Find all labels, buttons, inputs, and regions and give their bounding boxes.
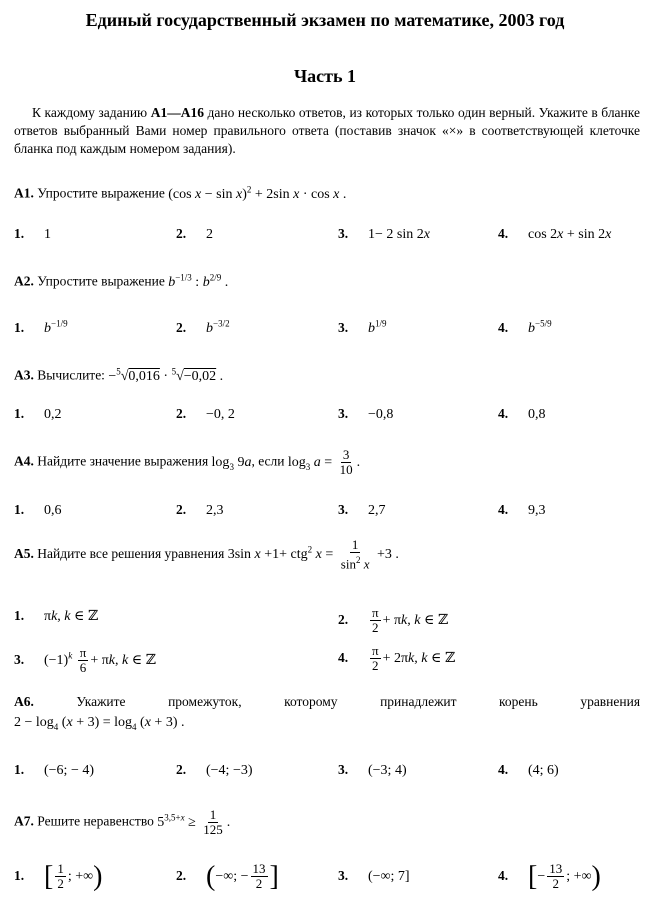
question-a6: A6. Укажите промежуток, которому принадлежит корень уравнения: [14, 694, 641, 709]
instructions: [14, 104, 640, 158]
answer-option: 1. (−6; − 4): [14, 762, 95, 778]
intro-text-1: К каждому заданию: [32, 105, 151, 120]
question-a6-formula: $2 - \log_4 (x + 3) = \log_4 (x + 3)$ .: [14, 715, 185, 732]
question-a5: [14, 538, 399, 571]
answer-option: 3. $b^{1/9}$: [338, 318, 387, 336]
question-text: Решите неравенство: [37, 813, 154, 829]
answer-option: 4. cos 2x + sin 2x: [498, 226, 612, 242]
question-a3: [14, 366, 223, 385]
question-text: Найдите значение выражения: [37, 453, 209, 469]
answer-option: 4. 0,8: [498, 406, 546, 422]
question-label: A5.: [14, 545, 34, 561]
answer-option: 2. (−∞; − $\frac{13}{2}$ ]: [176, 860, 279, 892]
formula: 3sin x +1+ ctg$^2$ x = $\frac{1}{\sin^2 x}$ +3 .: [227, 537, 399, 572]
formula: −$^5$√0,016 · $^5$√−0,02 .: [108, 366, 224, 384]
question-label: A2.: [14, 273, 34, 289]
answer-option: 3. 2,7: [338, 502, 386, 518]
part-heading: Часть 1: [293, 66, 357, 86]
answer-option: 1. 0,6: [14, 502, 62, 518]
answer-option: 2. 2,3: [176, 502, 224, 518]
answer-option: 3. (−∞; 7]: [338, 868, 410, 884]
answer-option: 3. (−3; 4): [338, 762, 407, 778]
answer-option: 4. [− $\frac{13}{2}$ ; +∞): [498, 860, 601, 892]
answer-option: 1. [ $\frac{1}{2}$ ; +∞): [14, 860, 103, 892]
answer-option: 2. 2: [176, 226, 213, 242]
question-label: A7.: [14, 813, 34, 829]
answer-option: 4. 9,3: [498, 502, 546, 518]
question-label: A4.: [14, 453, 34, 469]
answer-option: 1. πk, k ∈ ℤ: [14, 608, 99, 624]
answer-option: 2. (−4; −3): [176, 762, 253, 778]
answer-option: 4. $\frac{\pi}{2}$ + 2πk, k ∈ ℤ: [338, 643, 456, 673]
question-a1: [14, 184, 346, 203]
answer-option: 3. 1− 2 sin 2x: [338, 226, 430, 242]
question-text: Найдите все решения уравнения: [37, 545, 225, 561]
question-label: A1.: [14, 185, 34, 201]
formula: (cos x − sin x)$^2$ + 2sin x · cos x .: [168, 184, 347, 202]
intro-range: A1—A16: [150, 105, 204, 120]
question-text: Упростите выражение: [37, 185, 165, 201]
answer-option: 4. $b^{-5/9}$: [498, 318, 552, 336]
answer-option: 3. −0,8: [338, 406, 394, 422]
question-a4: [14, 448, 360, 477]
question-a7: [14, 808, 230, 837]
formula: $b^{-1/3}$ : $b^{2/9}$ .: [168, 272, 229, 290]
question-text: Упростите выражение: [37, 273, 165, 289]
question-a2: [14, 272, 228, 291]
formula: $\log_3 9a$: [211, 454, 252, 472]
question-text-2: , если: [251, 453, 285, 469]
question-label: A6.: [14, 694, 34, 709]
answer-option: 2. $b^{-3/2}$: [176, 318, 230, 336]
question-text: Вычислите:: [37, 367, 105, 383]
answer-option: 3. $(-1)^k$ $\frac{\pi}{6}$ + πk, k ∈ ℤ: [14, 645, 156, 675]
answer-option: 1. 0,2: [14, 406, 62, 422]
answer-option: 2. $\frac{\pi}{2}$ + πk, k ∈ ℤ: [338, 605, 449, 635]
formula: $5^{3,5+x}$ ≥ $\frac{1}{125}$ .: [157, 807, 231, 837]
intro-text-2: дано несколько ответов, из которых только один верный. Укажите в бланке ответов выбранный Вами номер правильного ответа (поставив значок «×» в соответствующей клеточке бланка под каждым номером задания).: [14, 105, 640, 156]
answer-option: 1. 1: [14, 226, 51, 242]
page-title: Единый государственный экзамен по математике, 2003 год: [85, 10, 565, 30]
question-label: A3.: [14, 367, 34, 383]
answer-option: 4. (4; 6): [498, 762, 559, 778]
formula: $\log_3 a$ = $\frac{3}{10}$ .: [287, 447, 361, 477]
answer-option: 1. $b^{-1/9}$: [14, 318, 68, 336]
answer-option: 2. −0, 2: [176, 406, 235, 422]
